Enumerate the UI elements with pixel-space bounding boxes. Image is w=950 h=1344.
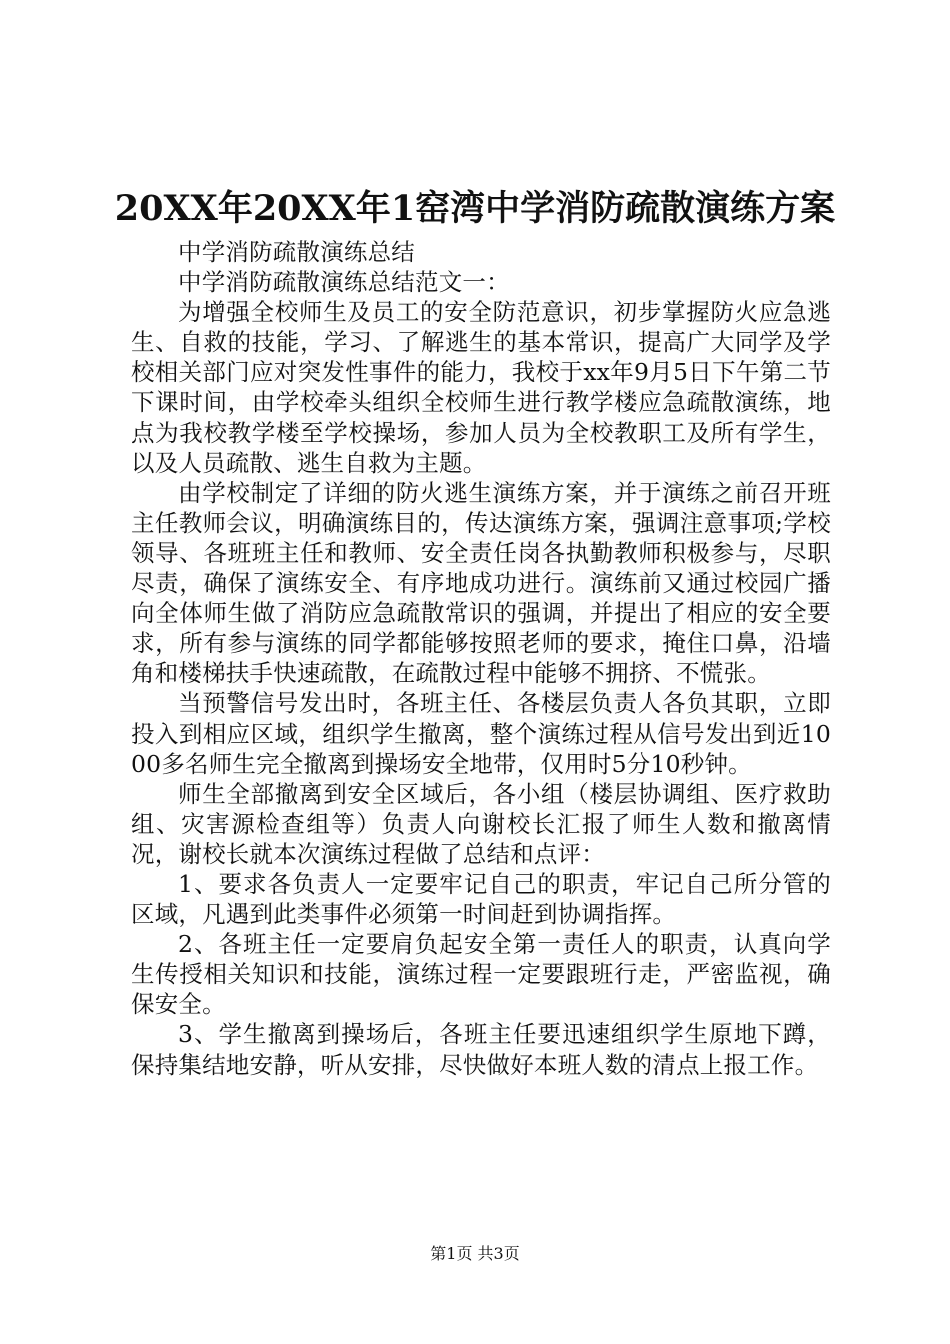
section-heading: 中学消防疏散演练总结 [178, 238, 415, 266]
subsection-heading: 中学消防疏散演练总结范文一： [178, 268, 510, 297]
body-paragraph: 由学校制定了详细的防火逃生演练方案，并于演练之前召开班主任教师会议，明确演练目的，传达演练方案，强调注意事项;学校领导、各班班主任和教师、安全责任岗各执勤教师积极参与，尽职尽责，确保了演练安全、有序地成功进行。演练前又通过校园广播向全体师生做了消防应急疏散常识的强调，并提出了相应的安全要求，所有参与演练的同学都能够按照老师的要求，掩住口鼻，沿墙角和楼梯扶手快速疏散，在疏散过程中能够不拥挤、不慌张。 [131, 478, 831, 688]
list-item: 1、要求各负责人一定要牢记自己的职责，牢记自己所分管的区域，凡遇到此类事件必须第一时间赶到协调指挥。 [131, 869, 831, 929]
list-item: 2、各班主任一定要肩负起安全第一责任人的职责，认真向学生传授相关知识和技能，演练过程一定要跟班行走，严密监视，确保安全。 [131, 930, 831, 1019]
list-item: 3、学生撤离到操场后，各班主任要迅速组织学生原地下蹲，保持集结地安静，听从安排，尽快做好本班人数的清点上报工作。 [131, 1020, 831, 1079]
document-title: 20XX年20XX年1窑湾中学消防疏散演练方案 [114, 188, 836, 229]
body-paragraph: 当预警信号发出时，各班主任、各楼层负责人各负其职，立即投入到相应区域，组织学生撤离，整个演练过程从信号发出到近1000多名师生完全撤离到操场安全地带，仅用时5分10秒钟。 [131, 689, 831, 778]
page-number: 第1页 共3页 [430, 1244, 520, 1263]
body-paragraph: 师生全部撤离到安全区域后，各小组（楼层协调组、医疗救助组、灾害源检查组等）负责人向谢校长汇报了师生人数和撤离情况，谢校长就本次演练过程做了总结和点评： [131, 779, 831, 868]
body-paragraph: 为增强全校师生及员工的安全防范意识，初步掌握防火应急逃生、自救的技能，学习、了解逃生的基本常识，提高广大同学及学校相关部门应对突发性事件的能力，我校于xx年9月5日下午第二节下课时间，由学校牵头组织全校师生进行教学楼应急疏散演练，地点为我校教学楼至学校操场，参加人员为全校教职工及所有学生，以及人员疏散、逃生自救为主题。 [131, 298, 831, 477]
document-body [131, 237, 831, 1080]
